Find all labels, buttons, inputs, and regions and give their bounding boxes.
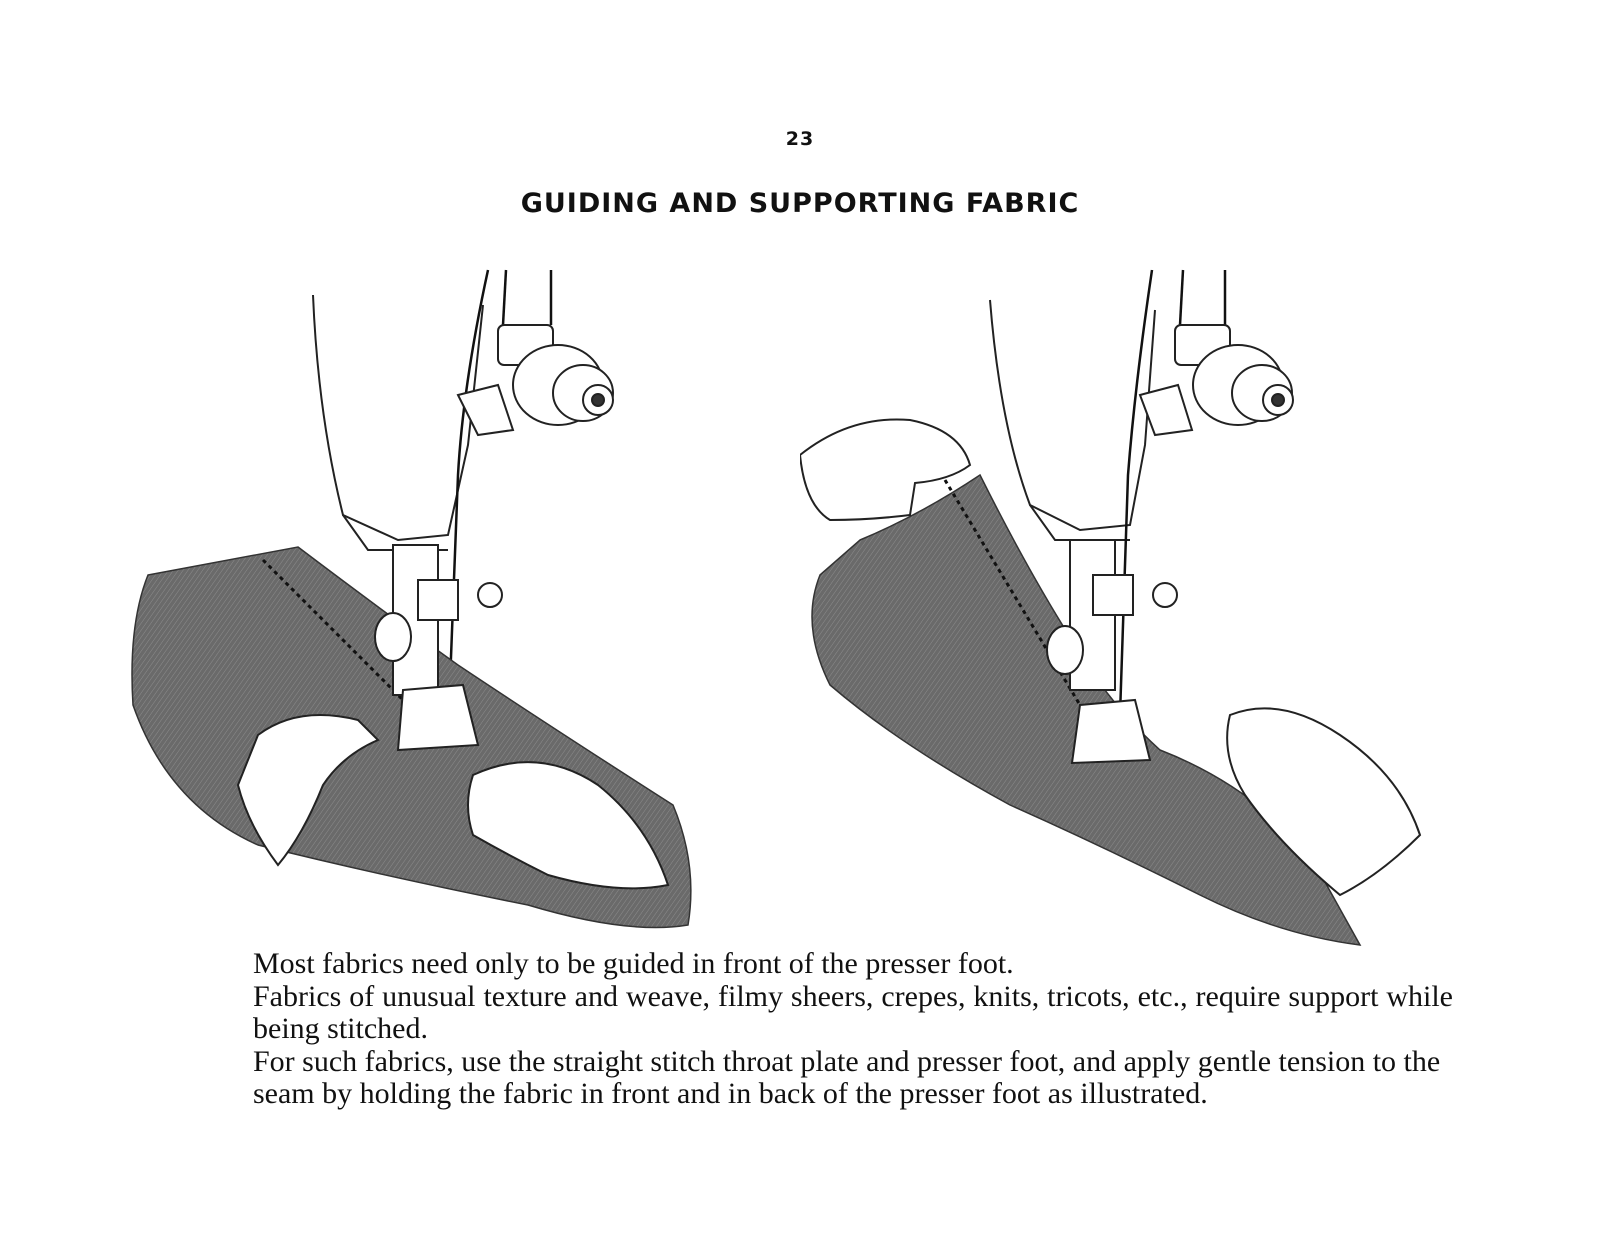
sewing-machine-head: [990, 300, 1155, 540]
body-text: [253, 948, 1453, 1111]
paragraph: For such fabrics, use the straight stitch throat plate and presser foot, and apply gentle tension to the seam by holding the fabric in front and in back of the presser foot as illustrated.: [253, 1044, 1441, 1110]
tension-dial: [1140, 325, 1293, 435]
front-guiding-illustration: [128, 265, 728, 945]
tension-dial: [458, 325, 613, 435]
page-number: 23: [785, 128, 815, 150]
page-title: GUIDING AND SUPPORTING FABRIC: [520, 188, 1080, 219]
paragraph: Most fabrics need only to be guided in front of the presser foot.: [253, 947, 1014, 980]
front-and-back-support-illustration: [800, 265, 1460, 955]
paragraph: Fabrics of unusual texture and weave, filmy sheers, crepes, knits, tricots, etc., require support while being stitched.: [253, 979, 1453, 1045]
